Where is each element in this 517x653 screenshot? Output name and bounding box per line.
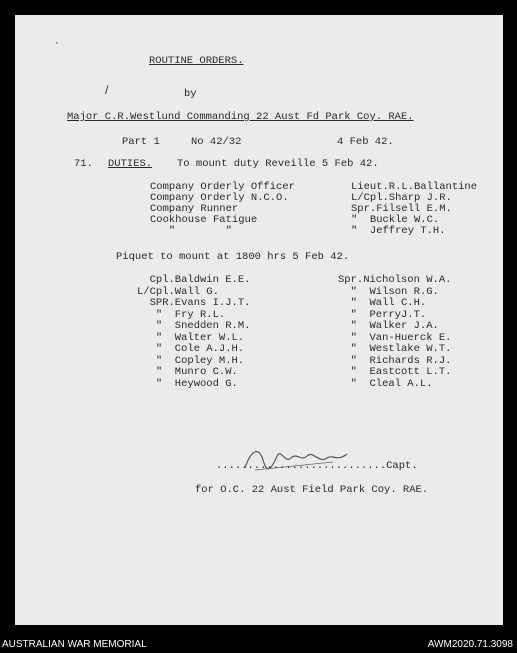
duty-role: Company Orderly Officer: [150, 181, 295, 193]
piquet-left-item: " Fry R.L.: [137, 308, 226, 321]
duty-person: " Buckle W.C.: [351, 214, 440, 226]
doc-commander: Major C.R.Westlund Commanding 22 Aust Fd Park Coy. RAE.: [67, 111, 414, 123]
pencil-mark: ·: [55, 35, 59, 49]
duty-role: Company Runner: [150, 203, 239, 215]
document-page: [15, 15, 503, 625]
piquet-left-item: " Munro C.W.: [137, 366, 238, 378]
section-text: To mount duty Reveille 5 Feb 42.: [177, 158, 379, 170]
piquet-right-item: " Wall C.H.: [338, 297, 427, 309]
piquet-right-item: " Walker J.A.: [338, 320, 439, 332]
piquet-left-item: SPR.Evans I.J.T.: [137, 297, 251, 309]
piquet-right-item: " PerryJ.T.: [338, 308, 427, 321]
signoff: for O.C. 22 Aust Field Park Coy. RAE.: [195, 484, 429, 496]
duty-person: " Jeffrey T.H.: [351, 225, 446, 237]
piquet-right-item: " Richards R.J.: [338, 354, 452, 367]
duty-person: L/Cpl.Sharp J.R.: [351, 192, 452, 204]
footer-reference: AWM2020.71.3098: [427, 639, 513, 650]
doc-title: ROUTINE ORDERS.: [149, 55, 244, 67]
signature-line: ...........................Capt.: [216, 460, 418, 472]
duty-role: " ": [150, 225, 232, 237]
piquet-right-item: " Wilson R.G.: [338, 285, 439, 298]
duty-role: Company Orderly N.C.O.: [150, 192, 289, 204]
doc-date: 4 Feb 42.: [337, 136, 394, 148]
doc-part: Part 1: [122, 136, 160, 148]
piquet-right-item: " Cleal A.L.: [338, 377, 433, 390]
piquet-right-item: " Westlake W.T.: [338, 343, 452, 355]
piquet-left-item: Cpl.Baldwin E.E.: [137, 274, 251, 286]
footer-bar: [0, 637, 517, 653]
pencil-mark-2: /: [105, 83, 109, 97]
doc-by: by: [184, 88, 197, 100]
section-title: DUTIES.: [108, 158, 153, 170]
piquet-left-item: " Snedden R.M.: [137, 320, 251, 332]
duty-person: Spr.Filsell E.M.: [351, 203, 452, 215]
section-number: 71.: [74, 158, 93, 170]
doc-number: No 42/32: [191, 136, 242, 148]
duty-role: Cookhouse Fatigue: [150, 214, 258, 226]
duty-person: Lieut.R.L.Ballantine: [351, 181, 478, 193]
piquet-left-item: " Cole A.J.H.: [137, 343, 245, 355]
piquet-left-item: " Walter W.L.: [137, 331, 245, 344]
footer-source: AUSTRALIAN WAR MEMORIAL: [2, 639, 147, 650]
piquet-left-item: " Copley M.H.: [137, 354, 245, 367]
piquet-right-item: " Eastcott L.T.: [338, 366, 452, 378]
piquet-left-item: L/Cpl.Wall G.: [137, 285, 219, 298]
piquet-right-item: " Van-Huerck E.: [338, 331, 452, 344]
piquet-heading: Piquet to mount at 1800 hrs 5 Feb 42.: [116, 251, 350, 263]
piquet-right-item: Spr.Nicholson W.A.: [338, 274, 452, 286]
piquet-left-item: " Heywood G.: [137, 377, 238, 390]
